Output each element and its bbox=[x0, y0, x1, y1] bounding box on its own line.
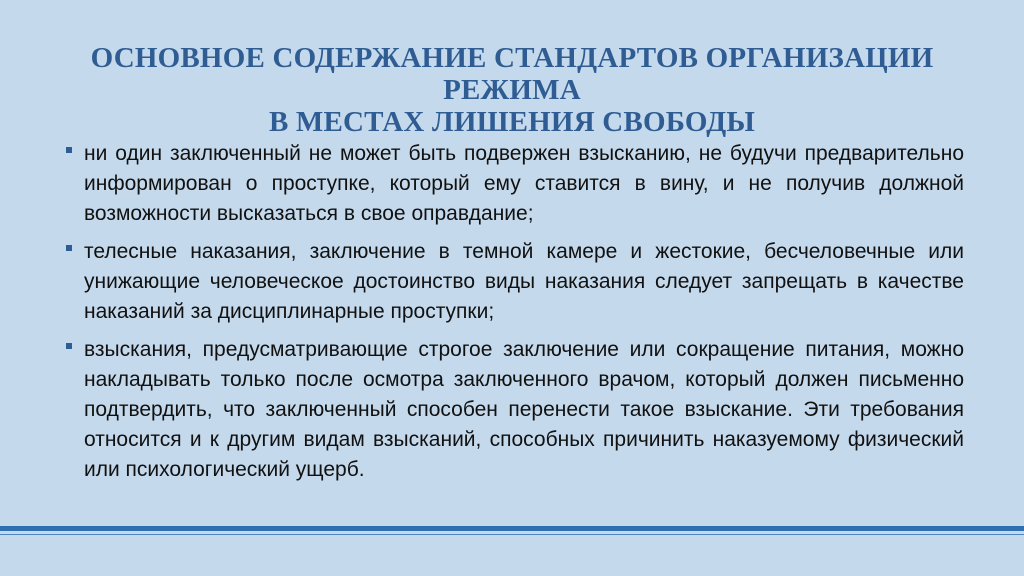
slide-title-line-1: ОСНОВНОЕ СОДЕРЖАНИЕ СТАНДАРТОВ ОРГАНИЗАЦИИ РЕЖИМА bbox=[90, 42, 934, 106]
list-item-text: ни один заключенный не может быть подвержен взысканию, не будучи предварительно информирован о проступке, который ему ставится в вину, и не получив должной возможности высказаться в свое оправдание; bbox=[84, 142, 964, 225]
list-item-text: взыскания, предусматривающие строгое заключение или сокращение питания, можно накладывать только после осмотра заключенного врачом, который должен письменно подтвердить, что заключенный способен перенести такое взыскание. Эти требования относится и к другим видам взысканий, способных причинить наказуемому физический или психологический ущерб. bbox=[84, 338, 964, 481]
list-item bbox=[64, 139, 964, 229]
square-bullet-icon bbox=[66, 147, 72, 153]
list-item bbox=[64, 335, 964, 485]
slide-title-line-2: В МЕСТАХ ЛИШЕНИЯ СВОБОДЫ bbox=[268, 106, 756, 138]
square-bullet-icon bbox=[66, 343, 72, 349]
slide-title bbox=[40, 42, 984, 138]
list-item bbox=[64, 237, 964, 327]
square-bullet-icon bbox=[66, 245, 72, 251]
footer-rule-thick bbox=[0, 526, 1024, 531]
bullet-list bbox=[64, 139, 964, 493]
list-item-text: телесные наказания, заключение в темной камере и жестокие, бесчеловечные или унижающие человеческое достоинство виды наказания следует запрещать в качестве наказаний за дисциплинарные проступки; bbox=[84, 240, 964, 323]
footer-rule-thin bbox=[0, 534, 1024, 535]
